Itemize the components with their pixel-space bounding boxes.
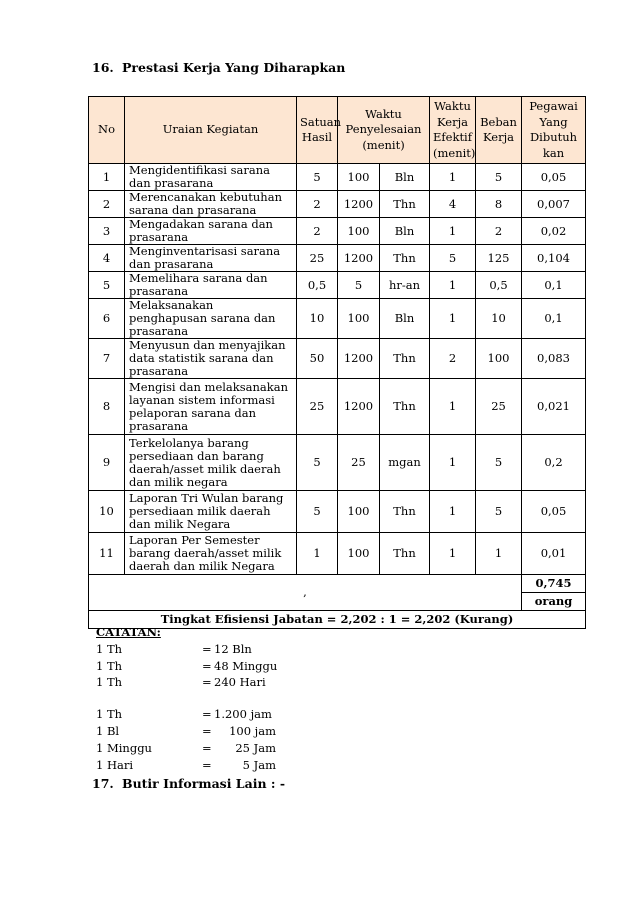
cell-no: 10: [89, 491, 125, 533]
note-key: 1 Bl: [96, 723, 120, 738]
cell-satuan: 5: [297, 164, 338, 191]
cell-waktu: 1200: [338, 245, 380, 272]
cell-waktu: 1200: [338, 191, 380, 218]
cell-waktu: 5: [338, 272, 380, 299]
cell-efektif: 1: [430, 379, 476, 435]
cell-efektif: 1: [430, 299, 476, 339]
cell-waktu: 100: [338, 299, 380, 339]
cell-satuan: 25: [297, 245, 338, 272]
total-unit: orang: [522, 593, 586, 611]
note-key: 1 Hari: [96, 757, 134, 772]
section-17-number: 17.: [92, 776, 114, 791]
table-row: [89, 218, 586, 245]
cell-beban: 125: [476, 245, 522, 272]
note-value: 48 Minggu: [214, 658, 278, 673]
cell-unit: Bln: [380, 299, 430, 339]
cell-beban: 0,5: [476, 272, 522, 299]
cell-no: 6: [89, 299, 125, 339]
cell-unit: Thn: [380, 533, 430, 575]
total-value: 0,745: [522, 575, 586, 593]
cell-satuan: 50: [297, 339, 338, 379]
note-value: 240 Hari: [214, 675, 266, 690]
cell-uraian: Melaksanakan penghapusan sarana dan prasarana: [125, 299, 297, 339]
table-row: [89, 533, 586, 575]
cell-no: 4: [89, 245, 125, 272]
cell-beban: 5: [476, 491, 522, 533]
cell-satuan: 10: [297, 299, 338, 339]
cell-uraian: Laporan Per Semester barang daerah/asset milik daerah dan milik Negara: [125, 533, 297, 575]
note-row: [96, 674, 284, 691]
cell-beban: 25: [476, 379, 522, 435]
cell-uraian: Laporan Tri Wulan barang persediaan milik daerah dan milik Negara: [125, 491, 297, 533]
cell-beban: 5: [476, 435, 522, 491]
cell-waktu: 100: [338, 164, 380, 191]
cell-uraian: Menginventarisasi sarana dan prasarana: [125, 245, 297, 272]
cell-pegawai: 0,2: [522, 435, 586, 491]
cell-pegawai: 0,02: [522, 218, 586, 245]
table-row: [89, 191, 586, 218]
cell-satuan: 1: [297, 533, 338, 575]
note-value: 100 jam: [229, 723, 276, 738]
cell-satuan: 5: [297, 491, 338, 533]
notes-title: CATATAN:: [96, 625, 161, 639]
table-row: [89, 491, 586, 533]
note-key: 1 Th: [96, 641, 123, 656]
header-beban: Beban Kerja: [476, 97, 522, 164]
cell-efektif: 4: [430, 191, 476, 218]
cell-pegawai: 0,007: [522, 191, 586, 218]
section-17-heading: [92, 776, 285, 791]
cell-waktu: 100: [338, 491, 380, 533]
note-equals: =: [202, 641, 212, 656]
table-row: [89, 339, 586, 379]
cell-beban: 5: [476, 164, 522, 191]
cell-unit: Thn: [380, 339, 430, 379]
note-key: 1 Th: [96, 658, 123, 673]
cell-uraian: Mengidentifikasi sarana dan prasarana: [125, 164, 297, 191]
note-equals: =: [202, 757, 212, 772]
cell-pegawai: 0,1: [522, 299, 586, 339]
note-equals: =: [202, 707, 212, 722]
table-row: [89, 245, 586, 272]
cell-no: 7: [89, 339, 125, 379]
note-equals: =: [202, 740, 212, 755]
cell-no: 3: [89, 218, 125, 245]
efficiency-text: Tingkat Efisiensi Jabatan = 2,202 : 1 = 2,202 (Kurang): [89, 611, 586, 629]
cell-uraian: Mengisi dan melaksanakan layanan sistem informasi pelaporan sarana dan prasarana: [125, 379, 297, 435]
cell-beban: 1: [476, 533, 522, 575]
cell-waktu: 1200: [338, 379, 380, 435]
cell-efektif: 1: [430, 218, 476, 245]
section-16-heading: [92, 60, 345, 75]
cell-beban: 10: [476, 299, 522, 339]
table-row: [89, 299, 586, 339]
note-key: 1 Th: [96, 675, 123, 690]
header-no: No: [89, 97, 125, 164]
note-equals: =: [202, 675, 212, 690]
cell-no: 5: [89, 272, 125, 299]
table-row: [89, 379, 586, 435]
cell-no: 9: [89, 435, 125, 491]
cell-no: 2: [89, 191, 125, 218]
cell-pegawai: 0,05: [522, 491, 586, 533]
note-key: 1 Th: [96, 707, 123, 722]
header-waktu-kerja: Waktu Kerja Efektif (menit): [430, 97, 476, 164]
cell-uraian: Memelihara sarana dan prasarana: [125, 272, 297, 299]
cell-satuan: 2: [297, 191, 338, 218]
cell-satuan: 5: [297, 435, 338, 491]
cell-uraian: Mengadakan sarana dan prasarana: [125, 218, 297, 245]
note-value: 5 Jam: [242, 757, 276, 772]
cell-efektif: 1: [430, 533, 476, 575]
table-row: [89, 435, 586, 491]
note-value: 1.200 jam: [214, 707, 272, 722]
cell-no: 8: [89, 379, 125, 435]
section-17-title: Butir Informasi Lain : -: [122, 776, 286, 791]
cell-pegawai: 0,01: [522, 533, 586, 575]
note-value: 25 Jam: [235, 740, 276, 755]
cell-efektif: 5: [430, 245, 476, 272]
note-value: 12 Bln: [214, 641, 252, 656]
table-row: [89, 164, 586, 191]
cell-efektif: 1: [430, 164, 476, 191]
note-row: [96, 658, 284, 675]
table-row: [89, 272, 586, 299]
cell-no: 1: [89, 164, 125, 191]
cell-beban: 100: [476, 339, 522, 379]
cell-unit: Thn: [380, 245, 430, 272]
cell-waktu: 25: [338, 435, 380, 491]
header-waktu-penyelesaian: Waktu Penyelesaian (menit): [338, 97, 430, 164]
cell-no: 11: [89, 533, 125, 575]
cell-unit: Bln: [380, 164, 430, 191]
header-satuan: Satuan Hasil: [297, 97, 338, 164]
cell-waktu: 100: [338, 218, 380, 245]
cell-beban: 2: [476, 218, 522, 245]
note-equals: =: [202, 658, 212, 673]
cell-unit: mgan: [380, 435, 430, 491]
cell-beban: 8: [476, 191, 522, 218]
cell-unit: Thn: [380, 191, 430, 218]
cell-pegawai: 0,05: [522, 164, 586, 191]
cell-pegawai: 0,021: [522, 379, 586, 435]
total-row: [89, 575, 586, 593]
workload-table: [88, 96, 586, 629]
cell-unit: Thn: [380, 379, 430, 435]
note-row: [96, 641, 284, 658]
cell-unit: Thn: [380, 491, 430, 533]
cell-uraian: Merencanakan kebutuhan sarana dan prasarana: [125, 191, 297, 218]
cell-uraian: Menyusun dan menyajikan data statistik sarana dan prasarana: [125, 339, 297, 379]
note-row: [96, 706, 284, 723]
note-key: 1 Minggu: [96, 740, 152, 755]
cell-satuan: 2: [297, 218, 338, 245]
cell-waktu: 1200: [338, 339, 380, 379]
cell-pegawai: 0,083: [522, 339, 586, 379]
cell-uraian: Terkelolanya barang persediaan dan barang daerah/asset milik daerah dan milik negara: [125, 435, 297, 491]
note-row: [96, 723, 284, 740]
total-mark: ,: [89, 575, 522, 611]
cell-efektif: 1: [430, 491, 476, 533]
cell-efektif: 1: [430, 435, 476, 491]
cell-waktu: 100: [338, 533, 380, 575]
cell-pegawai: 0,1: [522, 272, 586, 299]
cell-satuan: 0,5: [297, 272, 338, 299]
table-header-row: [89, 97, 586, 164]
cell-satuan: 25: [297, 379, 338, 435]
header-pegawai: Pegawai Yang Dibutuh kan: [522, 97, 586, 164]
header-uraian: Uraian Kegiatan: [125, 97, 297, 164]
cell-unit: Bln: [380, 218, 430, 245]
note-equals: =: [202, 723, 212, 738]
cell-efektif: 2: [430, 339, 476, 379]
cell-unit: hr-an: [380, 272, 430, 299]
section-16-number: 16.: [92, 60, 114, 75]
note-row: [96, 740, 284, 757]
notes-block: [96, 624, 284, 773]
cell-pegawai: 0,104: [522, 245, 586, 272]
note-row: [96, 757, 284, 774]
cell-efektif: 1: [430, 272, 476, 299]
section-16-title: Prestasi Kerja Yang Diharapkan: [122, 60, 346, 75]
